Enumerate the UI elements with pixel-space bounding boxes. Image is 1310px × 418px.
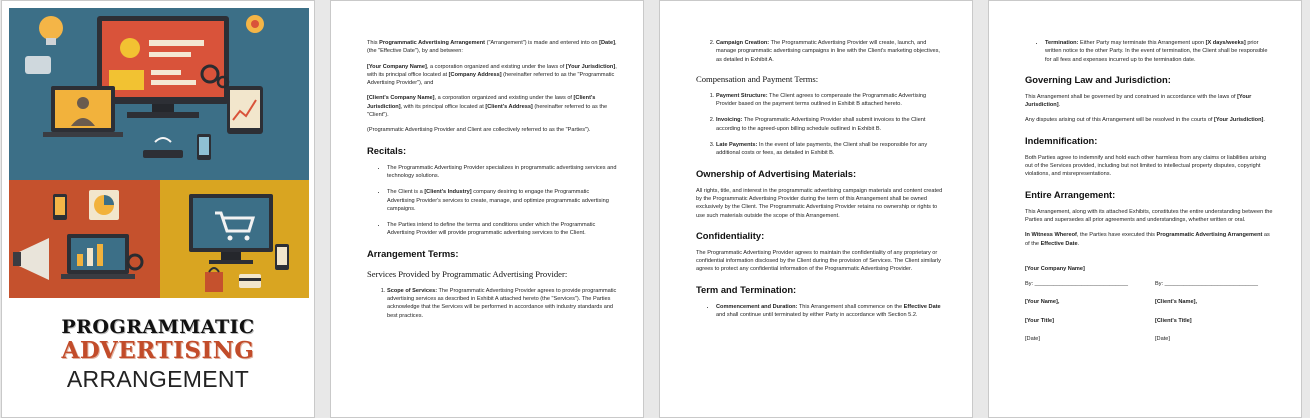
document-page-3 bbox=[659, 0, 973, 418]
indemnification-heading: Indemnification: bbox=[1025, 134, 1098, 146]
ownership-heading: Ownership of Advertising Materials: bbox=[696, 167, 857, 179]
governing-law-paragraph: This Arrangement shall be governed by and construed in accordance with the laws of [Your Jurisdiction]. bbox=[1025, 93, 1252, 109]
services-list bbox=[367, 287, 617, 320]
document-page-2 bbox=[330, 0, 644, 418]
campaign-list bbox=[696, 39, 946, 64]
signer-title-left: [Your Title] bbox=[1025, 317, 1055, 324]
payment-item: 2. Invoicing: The Programmatic Advertising Provider shall submit invoices to the Client according to the agreed-upon billing schedule outlined in Exhibit B. bbox=[716, 116, 946, 133]
page3-body bbox=[696, 39, 946, 327]
witness-paragraph: In Witness Whereof, the Parties have executed this Programmatic Advertising Arrangement as of the Effective Date. bbox=[1025, 232, 1270, 247]
page4-body bbox=[1025, 39, 1275, 353]
signature-by-row bbox=[1025, 280, 1275, 288]
payment-item: 1. Payment Structure: The Client agrees to compensate the Programmatic Advertising Provider based on the payment terms outlined in Exhibit B attached hereto. bbox=[716, 92, 946, 109]
services-heading: Services Provided by Programmatic Advertising Provider: bbox=[367, 268, 568, 279]
signature-company: [Your Company Name] bbox=[1025, 265, 1085, 272]
tablet-chart-icon bbox=[227, 86, 263, 134]
recital-item: • The Programmatic Advertising Provider specializes in programmatic advertising services and technology solutions. bbox=[387, 164, 617, 181]
termination-list bbox=[1025, 39, 1275, 64]
signature-line-right: By: ______________________________ bbox=[1155, 281, 1258, 288]
payment-item: 3. Late Payments: In the event of late payments, the Client shall be responsible for any additional costs or fees, as detailed in Exhibit B. bbox=[716, 141, 946, 158]
pie-chart-icon bbox=[89, 190, 119, 220]
signer-title-right: [Client's Title] bbox=[1155, 317, 1192, 324]
term-list bbox=[696, 303, 946, 320]
scope-item: 1. Scope of Services: The Programmatic Advertising Provider agrees to provide programmatic advertising services as described in Exhibit A attached hereto (the "Services"). The Parties acknowledge that the Services will be performed in accordance with industry standards and best practices. bbox=[387, 287, 617, 320]
termination-item: • Termination: Either Party may terminate this Arrangement upon [X days/weeks] prior written notice to the other Party. In the event of termination, the Client shall be responsible for all fees and expenses incurred up to the termination date. bbox=[1045, 39, 1275, 64]
signer-name-right: [Client's Name], bbox=[1155, 299, 1198, 306]
signature-date-row bbox=[1025, 335, 1275, 343]
signer-date-right: [Date] bbox=[1155, 336, 1170, 343]
cover-illustration bbox=[9, 8, 309, 298]
arrangement-terms-heading: Arrangement Terms: bbox=[367, 247, 459, 259]
cover-page bbox=[1, 0, 315, 418]
intro-paragraph: This Programmatic Advertising Arrangement ("Arrangement") is made and entered into on [Date], (the "Effective Date"), by and between: bbox=[367, 40, 617, 55]
entire-arrangement-paragraph: This Arrangement, along with its attached Exhibits, constitutes the entire understanding between the Parties and supersedes all prior agreements and understandings, whether written or oral. bbox=[1025, 208, 1273, 223]
term-heading: Term and Termination: bbox=[696, 283, 797, 295]
cover-title-line2: ADVERTISING bbox=[61, 337, 255, 364]
chat-bubble-icon bbox=[25, 56, 51, 74]
party2-paragraph: [Client's Company Name], a corporation organized and existing under the laws of [Client's Jurisdiction], with its principal office located at [Client's Address] (hereinafter referred to as the "Client"). bbox=[367, 95, 608, 119]
compensation-heading: Compensation and Payment Terms: bbox=[696, 73, 819, 84]
recital-item: • The Parties intend to define the terms and conditions under which the Programmatic Advertising Provider will provide programmatic advertising services to the Client. bbox=[387, 221, 617, 238]
campaign-item: 2. Campaign Creation: The Programmatic Advertising Provider will create, launch, and manage programmatic advertising campaigns in line with the Client's marketing objectives, as detailed in Exhibit A. bbox=[716, 39, 946, 64]
disputes-paragraph: Any disputes arising out of this Arrangement will be resolved in the courts of [Your Jurisdiction]. bbox=[1025, 117, 1265, 124]
signature-title-row bbox=[1025, 317, 1275, 325]
ownership-paragraph: All rights, title, and interest in the programmatic advertising campaign materials and content created by the Programmatic Advertising Provider during the term of this Arrangement shall be owned exclusively by the Client. The Programmatic Advertising Provider retains no ownership or rights to use such materials outside the scope of this Arrangement. bbox=[696, 187, 943, 219]
recitals-list bbox=[367, 164, 617, 238]
phone-small-icon bbox=[53, 194, 67, 220]
signer-name-left: [Your Name], bbox=[1025, 299, 1060, 306]
term-item: • Commencement and Duration: This Arrangement shall commence on the Effective Date and shall continue until terminated by either Party in accordance with Section 5.2. bbox=[716, 303, 946, 320]
governing-law-heading: Governing Law and Jurisdiction: bbox=[1025, 73, 1171, 85]
page2-body bbox=[367, 39, 617, 328]
smartphone-icon bbox=[275, 244, 289, 270]
signature-line-left: By: ______________________________ bbox=[1025, 281, 1128, 288]
recitals-heading: Recitals: bbox=[367, 144, 407, 156]
cover-title bbox=[2, 317, 314, 394]
confidentiality-paragraph: The Programmatic Advertising Provider agrees to maintain the confidentiality of any proprietary or confidential information disclosed by the Client during the provision of Services. The Client similarly agrees to protect any confidential information of the Programmatic Advertising Provider. bbox=[696, 249, 941, 273]
indemnification-paragraph: Both Parties agree to indemnify and hold each other harmless from any claims or liabilities arising out of the Services provided, including but not limited to intellectual property disputes, copyright violations, and misrepresentations. bbox=[1025, 154, 1267, 178]
laptop-icon bbox=[43, 86, 123, 137]
entire-arrangement-heading: Entire Arrangement: bbox=[1025, 188, 1116, 200]
document-page-4 bbox=[988, 0, 1302, 418]
recital-item: • The Client is a [Client's Industry] company desiring to engage the Programmatic Advertising Provider's services to create, manage, and optimize programmatic advertising campaigns. bbox=[387, 188, 617, 213]
party1-paragraph: [Your Company Name], a corporation organized and existing under the laws of [Your Jurisdiction], with its principal office located at [Company Address] (hereinafter referred to as the "Programmatic Advertising Provider"), and bbox=[367, 63, 617, 87]
laptop-analytics-icon bbox=[61, 234, 135, 279]
cover-title-line3: ARRANGEMENT bbox=[66, 366, 250, 392]
confidentiality-heading: Confidentiality: bbox=[696, 229, 765, 241]
phone-icon bbox=[197, 134, 211, 160]
payment-list bbox=[696, 92, 946, 158]
target-icon bbox=[246, 15, 264, 33]
signature-name-row bbox=[1025, 298, 1275, 306]
credit-card-icon bbox=[239, 274, 261, 288]
signer-date-left: [Date] bbox=[1025, 336, 1040, 343]
parties-note: (Programmatic Advertising Provider and Client are collectively referred to as the "Parties"). bbox=[367, 127, 591, 134]
cover-title-line1: PROGRAMMATIC bbox=[61, 316, 255, 338]
